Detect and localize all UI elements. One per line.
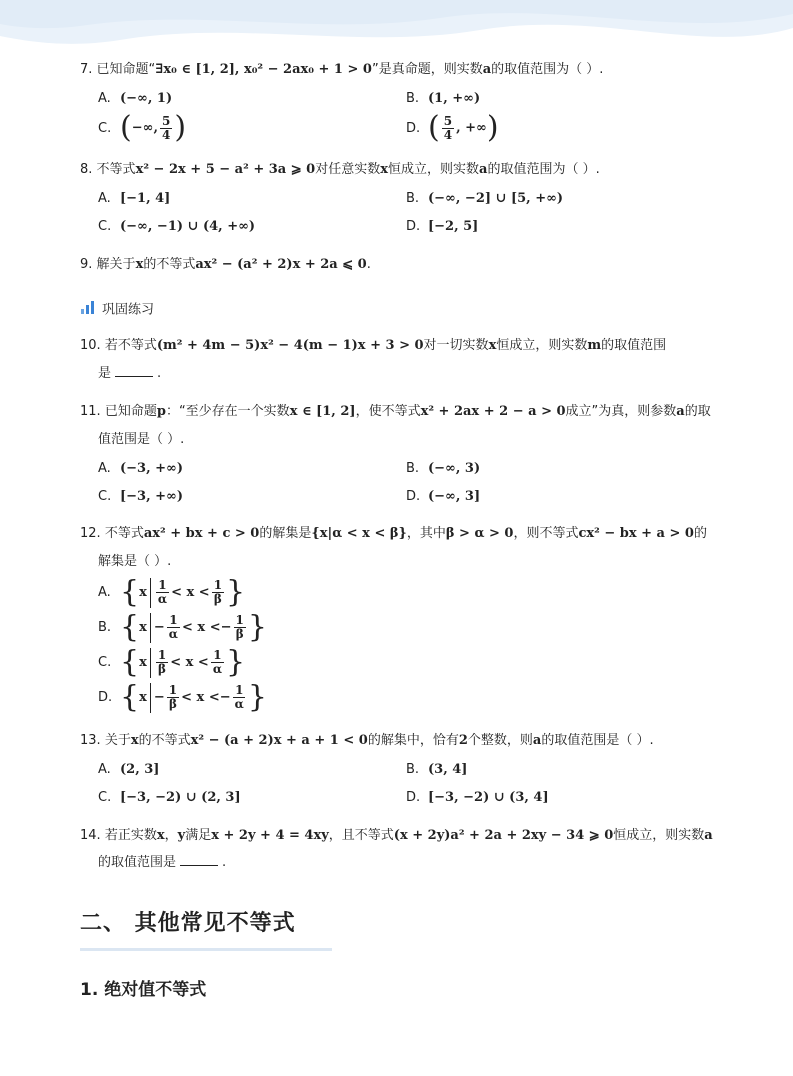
question-text: 的不等式	[138, 733, 191, 748]
math-expression: x² + 2ax + 2 − a > 0	[420, 404, 566, 419]
option-d[interactable]	[406, 110, 499, 145]
fraction	[156, 649, 168, 676]
option-b[interactable]	[98, 610, 267, 646]
math-variable: x	[135, 257, 144, 272]
option-label: A.	[98, 191, 111, 206]
math-variable: x	[139, 620, 147, 635]
math-expression: x² − 2x + 5 − a² + 3a ⩾ 0	[135, 162, 316, 177]
option-label: B.	[406, 191, 420, 206]
option-a[interactable]	[98, 760, 159, 780]
subsection-title: 1. 绝对值不等式	[80, 980, 207, 1000]
question-14-line-2	[98, 853, 226, 873]
option-value: [−3, −2) ∪ (3, 4]	[428, 790, 549, 805]
question-text: 不等式	[96, 162, 136, 177]
numerator: 1	[169, 613, 178, 627]
question-number: 13.	[80, 733, 101, 748]
denominator: β	[235, 627, 244, 641]
paren-left: (	[120, 110, 132, 145]
math-variable: x	[380, 162, 388, 177]
math-expression: ax² − (a² + 2)x + 2a ⩽ 0	[195, 257, 367, 272]
option-label: C.	[98, 489, 112, 504]
minus-sign: −	[153, 690, 165, 705]
denominator: α	[234, 697, 244, 711]
option-label: B.	[406, 762, 420, 777]
math-expression: cx² − bx + a > 0	[578, 526, 694, 541]
brace-right: }	[226, 644, 246, 680]
math-expression: x² − (a + 2)x + a + 1 < 0	[190, 733, 368, 748]
question-14	[80, 826, 720, 846]
option-b[interactable]	[406, 189, 563, 209]
math-expression: (x + 2y)a² + 2a + 2xy − 34 ⩾ 0	[393, 828, 614, 843]
option-label: C.	[98, 655, 112, 670]
denominator: β	[168, 697, 177, 711]
set-bar	[150, 578, 151, 608]
option-value: (−∞, 1)	[120, 91, 173, 106]
question-text: .	[366, 257, 371, 272]
option-d[interactable]	[406, 217, 478, 237]
option-label: D.	[406, 790, 421, 805]
math-expression: {x|α < x < β}	[311, 526, 407, 541]
numerator: 1	[213, 648, 222, 662]
question-text: 值范围是（ ）.	[98, 432, 185, 447]
option-b[interactable]	[406, 760, 467, 780]
option-label: B.	[406, 91, 420, 106]
question-text: 成立”为真，则参数	[565, 404, 677, 419]
math-expression: (m² + 4m − 5)x² − 4(m − 1)x + 3 > 0	[156, 338, 424, 353]
practice-header	[80, 300, 154, 320]
fraction	[211, 649, 224, 676]
denominator: 4	[161, 127, 171, 142]
option-b[interactable]	[406, 89, 480, 109]
option-value: (2, 3]	[120, 762, 160, 777]
question-text: 已知命题	[104, 404, 157, 419]
question-text: 若不等式	[104, 338, 157, 353]
option-a[interactable]	[98, 575, 245, 611]
option-value: (3, 4]	[428, 762, 468, 777]
math-variable: x	[156, 828, 165, 843]
numerator: 5	[443, 113, 453, 128]
numerator: 1	[157, 648, 167, 662]
math-expression: < x <	[171, 585, 210, 600]
option-label: D.	[98, 690, 113, 705]
answer-blank[interactable]	[115, 364, 153, 377]
bar-chart-icon	[80, 300, 96, 320]
option-a[interactable]	[98, 89, 172, 109]
math-variable: x	[139, 655, 147, 670]
fraction	[234, 614, 246, 641]
question-9	[80, 255, 720, 275]
brace-left: {	[120, 679, 140, 715]
minus-sign: −	[153, 620, 165, 635]
option-label: C.	[98, 790, 112, 805]
question-text: 的取	[684, 404, 711, 419]
math-variable: a	[704, 828, 713, 843]
option-c[interactable]	[98, 645, 245, 681]
option-value: [−2, 5]	[428, 219, 479, 234]
math-variable: a	[479, 162, 488, 177]
question-number: 10.	[80, 338, 101, 353]
paren-left: (	[428, 110, 440, 145]
option-c[interactable]	[98, 487, 183, 507]
question-text: 对一切实数	[423, 338, 489, 353]
question-text: 是	[98, 366, 112, 381]
fraction	[233, 684, 246, 711]
option-c[interactable]	[98, 217, 255, 237]
option-label: A.	[98, 762, 111, 777]
question-text: 的取值范围	[601, 338, 667, 353]
question-number: 12.	[80, 526, 101, 541]
math-variable: p	[156, 404, 166, 419]
paren-right: )	[486, 110, 499, 145]
question-number: 11.	[80, 404, 101, 419]
option-c[interactable]	[98, 788, 241, 808]
numerator: 1	[235, 613, 244, 627]
option-value: [−3, −2) ∪ (2, 3]	[120, 790, 241, 805]
math-variable: m	[587, 338, 602, 353]
denominator: α	[168, 627, 178, 641]
option-value: (−3, +∞)	[120, 461, 184, 476]
option-value: (−∞, −2] ∪ [5, +∞)	[428, 191, 564, 206]
denominator: α	[157, 592, 168, 606]
math-expression: x ∈ [1, 2]	[289, 404, 356, 419]
set-bar	[150, 648, 151, 678]
question-text: 已知命题“	[96, 62, 156, 77]
question-text: 的解集是	[259, 526, 312, 541]
question-number: 9.	[80, 257, 93, 272]
question-text: 的取值范围为（ ）.	[487, 162, 600, 177]
question-text: 解关于	[96, 257, 136, 272]
question-text: ，其中	[406, 526, 446, 541]
brace-right: }	[247, 679, 267, 715]
option-label: C.	[98, 120, 112, 136]
numerator: 1	[235, 683, 244, 697]
fraction	[156, 579, 169, 606]
question-7	[80, 60, 720, 80]
section-title: 二、 其他常见不等式	[80, 911, 296, 936]
question-number: 8.	[80, 162, 93, 177]
math-variable: a	[532, 733, 542, 748]
set-bar	[150, 683, 151, 713]
option-value: [−1, 4]	[120, 191, 171, 206]
option-value: , +∞	[456, 120, 487, 136]
question-8	[80, 160, 720, 180]
option-label: A.	[98, 91, 111, 106]
question-text: 恒成立，则实数	[496, 338, 588, 353]
math-variable: x	[139, 585, 147, 600]
option-a[interactable]	[98, 459, 183, 479]
question-text: 不等式	[104, 526, 144, 541]
math-variable: a	[482, 62, 492, 77]
fraction	[167, 614, 180, 641]
question-text: 的不等式	[143, 257, 196, 272]
option-label: D.	[406, 489, 421, 504]
option-label: B.	[406, 461, 420, 476]
numerator: 1	[158, 578, 167, 592]
question-text: 解集是（ ）.	[98, 554, 172, 569]
question-12-line-2	[98, 552, 171, 572]
option-value: −∞,	[131, 120, 158, 136]
paren-right: )	[174, 110, 187, 145]
answer-blank[interactable]	[180, 853, 218, 866]
option-d[interactable]	[406, 487, 480, 507]
practice-label: 巩固练习	[102, 302, 155, 318]
math-expression: < x <	[170, 655, 209, 670]
question-text: 满足	[185, 828, 212, 843]
option-d[interactable]	[406, 788, 549, 808]
option-value: (−∞, 3)	[428, 461, 481, 476]
question-text: ，	[164, 828, 178, 843]
numerator: 1	[168, 683, 178, 697]
denominator: 4	[443, 127, 453, 142]
option-b[interactable]	[406, 459, 480, 479]
question-text: 若正实数	[104, 828, 157, 843]
option-value: (1, +∞)	[428, 91, 481, 106]
question-10-line-2	[98, 364, 161, 384]
math-number: 2	[458, 733, 468, 748]
math-variable: x	[130, 733, 139, 748]
denominator: β	[158, 662, 167, 676]
question-text: 的取值范围是	[98, 855, 177, 870]
math-expression: < x <	[181, 690, 220, 705]
question-text: 的取值范围为（ ）.	[491, 62, 604, 77]
math-expression: ∃x₀ ∈ [1, 2], x₀² − 2ax₀ + 1 > 0	[155, 62, 372, 77]
question-11-line-2	[98, 430, 184, 450]
brace-left: {	[120, 609, 140, 645]
brace-right: }	[226, 574, 246, 610]
question-12	[80, 524, 720, 544]
question-text: 个整数，则	[467, 733, 533, 748]
option-label: C.	[98, 219, 112, 234]
option-label: D.	[406, 120, 421, 136]
numerator: 5	[161, 113, 171, 128]
question-text: ，则不等式	[513, 526, 579, 541]
option-label: D.	[406, 219, 421, 234]
question-11	[80, 402, 720, 422]
question-13	[80, 731, 720, 751]
math-variable: y	[177, 828, 186, 843]
option-d[interactable]	[98, 680, 267, 716]
denominator: β	[213, 592, 222, 606]
minus-sign: −	[220, 620, 232, 635]
question-text: ：“至少存在一个实数	[165, 404, 290, 419]
question-text: 的取值范围是（ ）.	[541, 733, 654, 748]
question-text: 的	[693, 526, 707, 541]
fraction	[167, 684, 179, 711]
header-wave-decoration	[0, 0, 793, 60]
math-expression: ax² + bx + c > 0	[143, 526, 260, 541]
question-text: 的解集中，恰有	[367, 733, 459, 748]
fraction	[212, 579, 224, 606]
option-value: (−∞, 3]	[428, 489, 481, 504]
fraction	[442, 115, 454, 142]
math-variable: x	[488, 338, 497, 353]
math-expression: x + 2y + 4 = 4xy	[211, 828, 329, 843]
question-text: 关于	[104, 733, 131, 748]
option-value: [−3, +∞)	[120, 489, 184, 504]
minus-sign: −	[219, 690, 231, 705]
brace-left: {	[120, 644, 140, 680]
option-label: B.	[98, 620, 112, 635]
question-text: ”是真命题，则实数	[371, 62, 483, 77]
question-text: 对任意实数	[315, 162, 381, 177]
question-number: 14.	[80, 828, 101, 843]
question-text: ，使不等式	[355, 404, 421, 419]
math-variable: a	[676, 404, 685, 419]
numerator: 1	[213, 578, 223, 592]
denominator: α	[212, 662, 223, 676]
question-10	[80, 336, 720, 356]
question-text: .	[222, 855, 227, 870]
question-text: ，且不等式	[328, 828, 394, 843]
option-label: A.	[98, 461, 111, 476]
question-number: 7.	[80, 62, 93, 77]
option-label: A.	[98, 585, 111, 600]
question-text: .	[157, 366, 162, 381]
fraction	[160, 115, 172, 142]
question-text: 恒成立，则实数	[613, 828, 705, 843]
brace-right: }	[247, 609, 267, 645]
option-value: (−∞, −1) ∪ (4, +∞)	[120, 219, 256, 234]
math-variable: x	[139, 690, 147, 705]
option-c[interactable]	[98, 110, 187, 145]
option-a[interactable]	[98, 189, 170, 209]
math-expression: β > α > 0	[445, 526, 514, 541]
brace-left: {	[120, 574, 140, 610]
question-text: 恒成立，则实数	[387, 162, 479, 177]
set-bar	[150, 613, 151, 643]
section-underline	[80, 948, 332, 951]
math-expression: < x <	[182, 620, 221, 635]
